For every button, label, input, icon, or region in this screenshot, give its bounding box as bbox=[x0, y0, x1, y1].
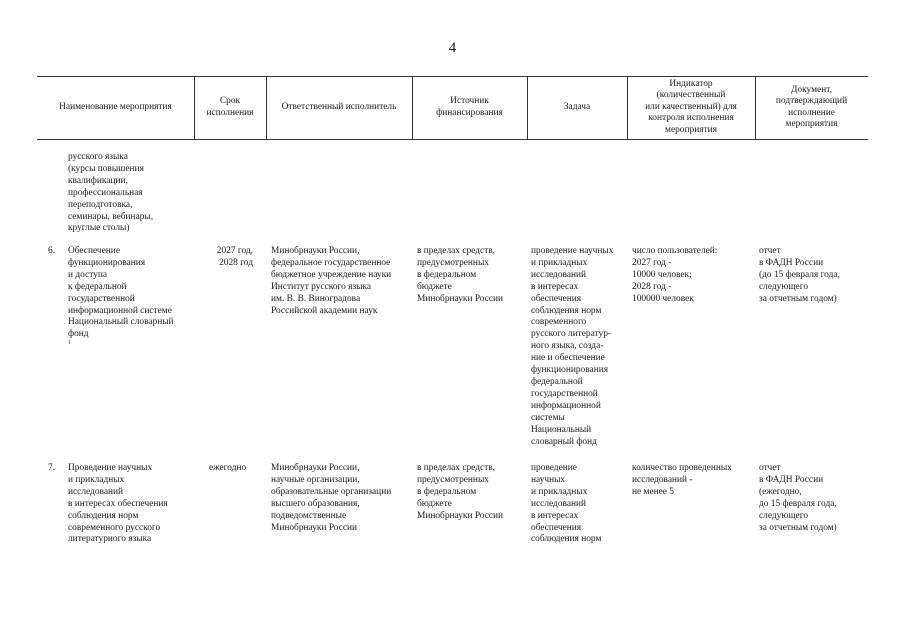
text-line: профессиональная bbox=[68, 187, 143, 198]
text-line: не менее 5 bbox=[632, 486, 674, 497]
text-line: мероприятия bbox=[785, 119, 838, 129]
text-line: Документ, bbox=[791, 84, 832, 95]
text-line: исследований bbox=[68, 486, 124, 497]
text-line: соблюдения норм bbox=[531, 305, 602, 316]
text-line: функционирования bbox=[68, 257, 146, 268]
text-line: к федеральной bbox=[68, 281, 127, 292]
text-line: Обеспечение bbox=[68, 246, 120, 256]
text-line: соблюдения норм bbox=[531, 534, 602, 545]
text-line: Источник bbox=[450, 96, 489, 106]
row-funding-cell bbox=[417, 246, 503, 306]
text-line: государственной bbox=[68, 293, 135, 304]
text-line: исследований - bbox=[632, 474, 693, 485]
text-line: 2028 год bbox=[219, 257, 253, 268]
row-funding-cell bbox=[417, 463, 503, 523]
footnote-marker: 1 bbox=[68, 340, 71, 347]
header-executor bbox=[266, 76, 412, 139]
header-deadline bbox=[194, 76, 266, 139]
text-line: количество проведенных bbox=[632, 463, 732, 473]
text-line: им. В. В. Виноградова bbox=[271, 293, 361, 304]
row-executor-cell bbox=[271, 246, 391, 317]
text-line: высшего образования, bbox=[271, 498, 360, 509]
text-line: бюджетное учреждение науки bbox=[271, 269, 392, 280]
text-line: проведение bbox=[531, 463, 577, 473]
text-line: Проведение научных bbox=[68, 463, 153, 473]
text-line: Индикатор bbox=[669, 78, 713, 89]
text-line: в ФАДН России bbox=[759, 257, 824, 268]
text-line: Минобрнауки России bbox=[417, 293, 504, 304]
row-indicator-cell bbox=[632, 463, 732, 499]
row-name-cell bbox=[68, 246, 174, 353]
text-line: государственной bbox=[531, 388, 598, 399]
text-line: обеспечения bbox=[531, 293, 582, 304]
text-line: и прикладных bbox=[531, 257, 588, 268]
text-line: современного русского bbox=[68, 522, 161, 533]
text-line: современного bbox=[531, 317, 587, 328]
text-line: Минобрнауки России, bbox=[271, 246, 360, 256]
text-line: литературного языка bbox=[68, 534, 152, 545]
text-line: информационной системе bbox=[68, 305, 172, 316]
row-indicator-cell bbox=[632, 246, 717, 306]
text-line: в федеральном bbox=[417, 269, 477, 280]
text-line: до 15 февраля года, bbox=[759, 498, 837, 509]
text-line: Минобрнауки России bbox=[417, 510, 504, 521]
text-line: проведение научных bbox=[531, 246, 614, 256]
text-line: подтверждающий bbox=[775, 96, 848, 106]
text-line: словарный фонд bbox=[531, 436, 597, 447]
text-line: федеральной bbox=[531, 376, 583, 387]
header-task bbox=[527, 76, 627, 139]
text-line: Минобрнауки России bbox=[271, 522, 358, 533]
text-line: за отчетным годом) bbox=[759, 293, 837, 304]
text-line: Институт русского языка bbox=[271, 281, 372, 292]
text-line: функционирования bbox=[531, 365, 609, 376]
header-funding bbox=[412, 76, 527, 139]
text-line: контроля исполнения bbox=[648, 113, 734, 124]
text-line: и прикладных bbox=[68, 474, 125, 485]
text-line: 2028 год - bbox=[632, 281, 672, 292]
text-line: (до 15 февраля года, bbox=[759, 269, 840, 280]
text-line: предусмотренных bbox=[417, 474, 489, 485]
text-line: Ответственный исполнитель bbox=[281, 101, 397, 112]
text-line: мероприятия bbox=[665, 124, 717, 135]
row-number: 6. bbox=[48, 246, 56, 256]
text-line: Наименование мероприятия bbox=[59, 101, 172, 112]
text-line: в федеральном bbox=[417, 486, 477, 497]
text-line: предусмотренных bbox=[417, 257, 489, 268]
text-line: число пользователей: bbox=[632, 246, 718, 256]
continued-name-cell bbox=[68, 152, 153, 235]
text-line: в пределах средств, bbox=[417, 246, 495, 256]
text-line: Задача bbox=[563, 101, 591, 112]
text-line: русского литератур- bbox=[531, 329, 612, 340]
text-line: бюджете bbox=[417, 498, 452, 509]
text-line: 100000 человек bbox=[632, 293, 694, 304]
text-line: Национальный bbox=[531, 424, 592, 435]
text-line: обеспечения bbox=[531, 522, 582, 533]
text-line: отчет bbox=[759, 246, 781, 256]
row-task-cell bbox=[531, 246, 613, 448]
text-line: русского языка bbox=[68, 152, 128, 162]
header-name bbox=[37, 76, 194, 139]
text-line: Срок bbox=[219, 96, 241, 106]
text-line: 10000 человек; bbox=[632, 269, 692, 280]
text-line: Национальный словарный bbox=[68, 317, 174, 328]
text-line: Минобрнауки России, bbox=[271, 463, 360, 473]
text-line: системы bbox=[531, 412, 565, 423]
text-line: ного языка, созда- bbox=[531, 341, 604, 352]
row-document-cell bbox=[759, 246, 840, 306]
text-line: в пределах средств, bbox=[417, 463, 495, 473]
text-line: в интересах обеспечения bbox=[68, 498, 168, 509]
text-line: соблюдения норм bbox=[68, 510, 139, 521]
text-line: 2027 год - bbox=[632, 257, 672, 268]
text-line: семинары, вебинары, bbox=[68, 211, 154, 222]
text-line: (курсы повышения bbox=[68, 163, 144, 174]
text-line: Российской академии наук bbox=[271, 305, 378, 316]
row-number: 7. bbox=[48, 463, 56, 473]
text-line: в интересах bbox=[531, 510, 579, 521]
header-indicator bbox=[627, 76, 755, 139]
text-line: бюджете bbox=[417, 281, 452, 292]
text-line: ежегодно bbox=[209, 463, 247, 473]
text-line: научных bbox=[531, 474, 566, 485]
text-line: подведомственные bbox=[271, 510, 347, 521]
text-line: круглые столы) bbox=[68, 223, 130, 234]
text-line: квалификации, bbox=[68, 175, 128, 186]
text-line: исследований bbox=[531, 498, 587, 509]
text-line: отчет bbox=[759, 463, 781, 473]
header-document bbox=[755, 76, 868, 139]
table-header-bottom-border bbox=[37, 139, 868, 140]
text-line: научные организации, bbox=[271, 474, 360, 485]
row-document-cell bbox=[759, 463, 837, 534]
text-line: за отчетным годом) bbox=[759, 522, 837, 533]
text-line: образовательные организации bbox=[271, 486, 392, 497]
row-executor-cell bbox=[271, 463, 391, 534]
page-number: 4 bbox=[448, 40, 457, 56]
text-line: следующего bbox=[759, 510, 809, 521]
text-line: и прикладных bbox=[531, 486, 588, 497]
row-deadline-cell bbox=[195, 246, 253, 270]
text-line: информационной bbox=[531, 400, 601, 411]
text-line: (количественный bbox=[656, 90, 726, 101]
row-task-cell bbox=[531, 463, 601, 546]
text-line: или качественный) для bbox=[645, 101, 737, 112]
text-line: следующего bbox=[759, 281, 809, 292]
text-line: исполнение bbox=[788, 107, 835, 118]
text-line: финансирования bbox=[436, 107, 503, 118]
text-line: исследований bbox=[531, 269, 587, 280]
row-name-cell bbox=[68, 463, 168, 546]
text-line: в ФАДН России bbox=[759, 474, 824, 485]
text-line: 2027 год, bbox=[216, 246, 253, 256]
text-line: федеральное государственное bbox=[271, 257, 391, 268]
row-deadline-cell bbox=[209, 463, 246, 475]
text-line: исполнения bbox=[206, 107, 254, 118]
text-line: (ежегодно, bbox=[759, 486, 802, 497]
text-line: и доступа bbox=[68, 269, 108, 280]
text-line: в интересах bbox=[531, 281, 579, 292]
text-line: переподготовка, bbox=[68, 199, 133, 210]
text-line: ние и обеспечение bbox=[531, 353, 605, 364]
text-line: фонд bbox=[68, 329, 89, 340]
